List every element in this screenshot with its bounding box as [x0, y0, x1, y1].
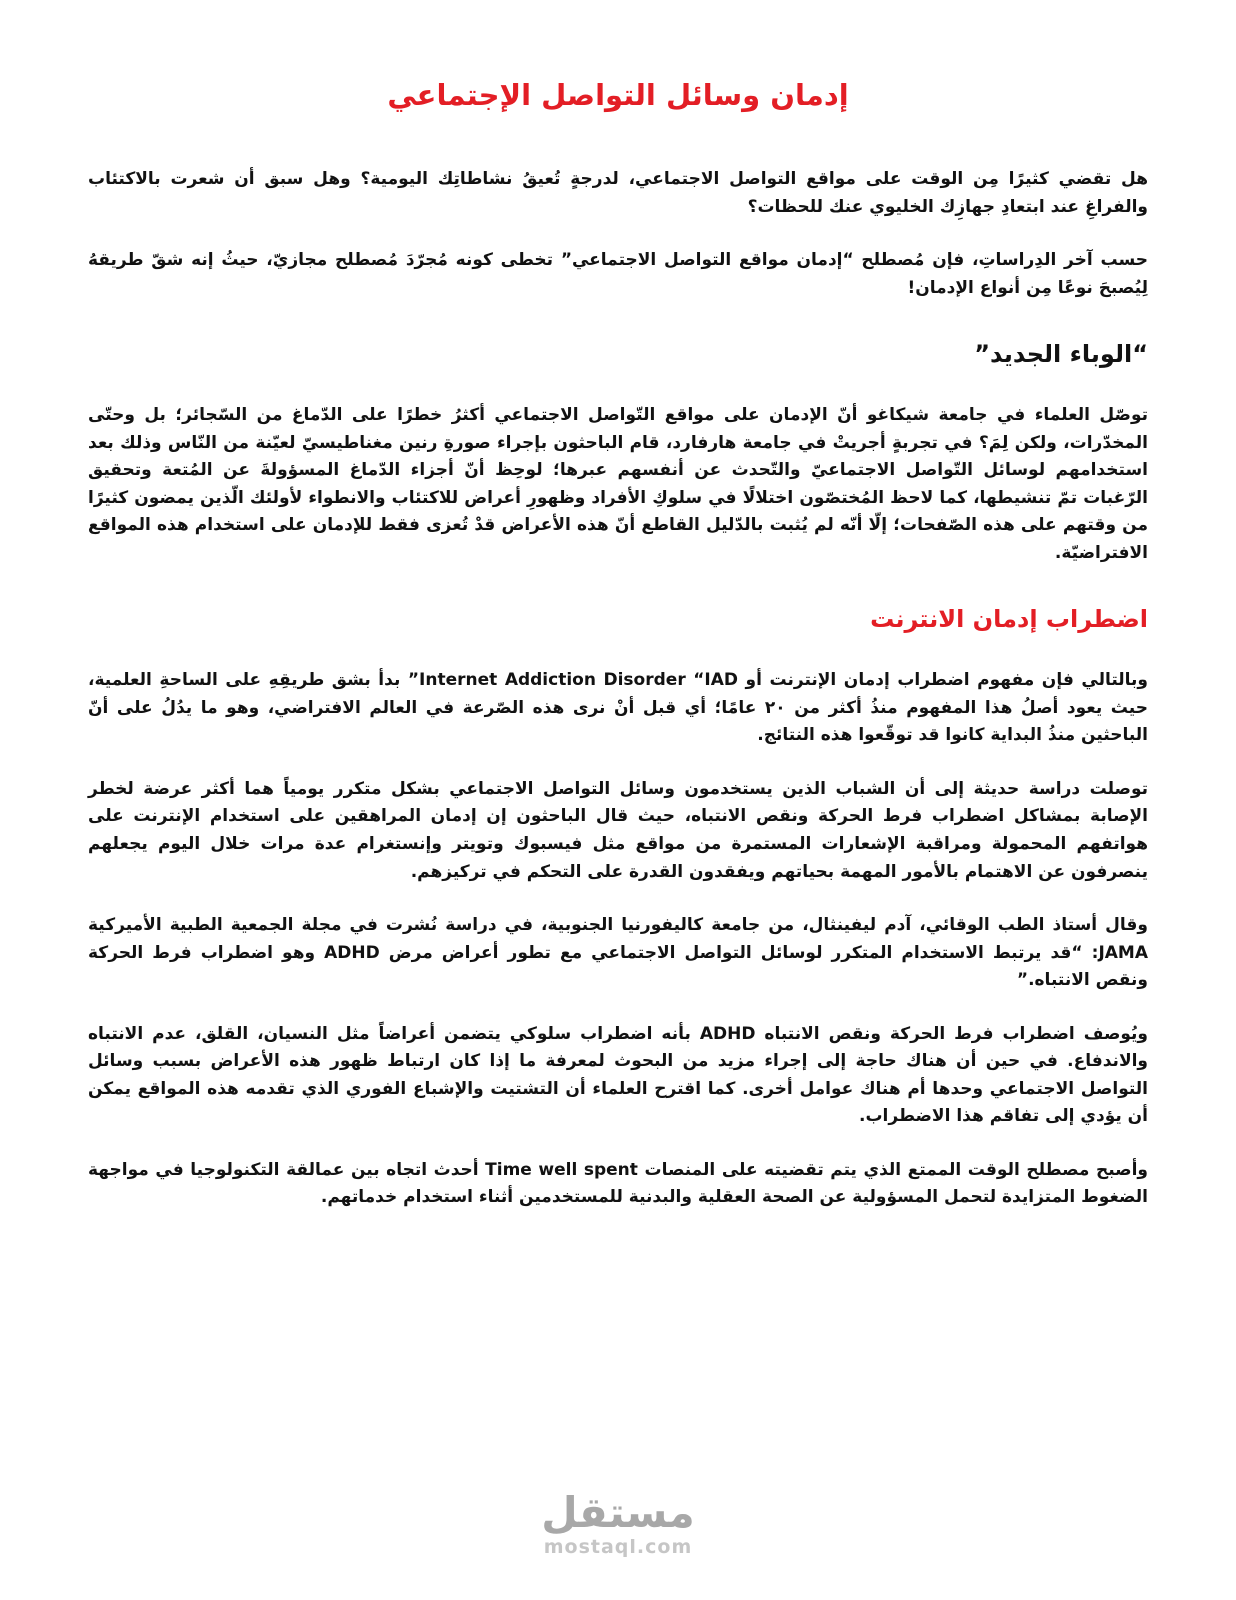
- intro-paragraph-1: هل تقضي كثيرًا مِن الوقت على مواقع التواصل الاجتماعي، لدرجةٍ تُعيقُ نشاطاتِك اليومية؟ وهل سبق أن شعرت بالاكتئاب والفراغِ عند ابتعادِ جهازِك الخليوي عنك للحظات؟: [88, 169, 1148, 217]
- section-heading-new-epidemic: “الوباء الجديد”: [974, 340, 1148, 369]
- intro-paragraph-2: حسب آخر الدِراساتِ، فإن مُصطلح “إدمان مواقع التواصل الاجتماعي” تخطى كونه مُجرّدَ مُصطلح مجازيّ، حيثُ إنه شقّ طريقهُ لِيُصبحَ نوعًا مِن أنواع الإدمان!: [88, 250, 1148, 298]
- watermark: [0, 1487, 1236, 1558]
- section-heading-internet-addiction-disorder: اضطراب إدمان الانترنت: [870, 605, 1148, 634]
- section2-paragraph-2: توصلت دراسة حديثة إلى أن الشباب الذين يستخدمون وسائل التواصل الاجتماعي بشكل متكرر يومياً هما أكثر عرضة لخطر الإصابة بمشاكل اضطراب فرط الحركة ونقص الانتباه، حيث قال الباحثون إن إدمان المراهقين على استخدام الإنترنت على هواتفهم المحمولة ومراقبة الإشعارات المستمرة من مواقع مثل فيسبوك وتويتر وإنستغرام عدة مرات خلال اليوم يجعلهم ينصرفون عن الاهتمام بالأمور المهمة بحياتهم ويفقدون القدرة على التحكم في تركيزهم.: [88, 778, 1148, 882]
- watermark-site-url: mostaql.com: [543, 1536, 693, 1558]
- section2-paragraph-5: وأصبح مصطلح الوقت الممتع الذي يتم تقضيته على المنصات Time well spent أحدث اتجاه بين عمالقة التكنولوجيا في مواجهة الضغوط المتزايدة لتحمل المسؤولية عن الصحة العقلية والبدنية للمستخدمين أثناء استخدام خدماتهم.: [88, 1159, 1148, 1208]
- mostaql-logo: مستقل: [541, 1487, 695, 1537]
- section2-paragraph-1: وبالتالي فإن مفهوم اضطراب إدمان الإنترنت أو Internet Addiction Disorder “IAD” بدأ بشق طريقِهِ على الساحةِ العلمية، حيث يعود أصلُ هذا المفهوم منذُ أكثر من ٢٠ عامًا؛ أي قبل أنْ نرى هذه الصّرعة في العالم الافتراضي، وهو ما يدُلُ على أنّ الباحثين منذُ البداية كانوا قد توقّعوا هذه النتائج.: [88, 670, 1148, 746]
- section1-paragraph-1: توصّل العلماء في جامعة شيكاغو أنّ الإدمان على مواقع التّواصل الاجتماعي أكثرُ خطرًا على الدّماغ من السّجائر؛ بل وحتّى المخدّرات، ولكن لِمَ؟ في تجربةٍ أجريتْ في جامعة هارفارد، قام الباحثون بإجراء صورةِ رنين مغناطيسيّ لعيّنة من النّاس وذلك بعد استخدامهم لوسائل التّواصل الاجتماعيّ والتّحدث عن أنفسهم عبرها؛ لوحِظ أنّ أجزاء الدّماغ المسؤولةَ عن المُتعة وتحقيق الرّغبات تمّ تنشيطها، كما لاحظ المُختصّون اختلالًا في سلوكِ الأفراد وظهورِ أعراض للاكتئاب والانطواء لأولئك الّذين يمضون كثيرًا من وقتهم على هذه الصّفحات؛ إلّا أنّه لم يُثبت بالدّليل القاطع أنّ هذه الأعراض قدْ تُعزى فقط للإدمان على استخدام هذه المواقع الافتراضيّة.: [88, 405, 1148, 563]
- section2-paragraph-3: وقال أستاذ الطب الوقائي، آدم ليفينثال، من جامعة كاليفورنيا الجنوبية، في دراسة نُشرت في مجلة الجمعية الطبية الأميركية JAMA: “قد يرتبط الاستخدام المتكرر لوسائل التواصل الاجتماعي مع تطور أعراض مرض ADHD وهو اضطراب فرط الحركة ونقص الانتباه.”: [88, 915, 1148, 991]
- section2-paragraph-4: ويُوصف اضطراب فرط الحركة ونقص الانتباه ADHD بأنه اضطراب سلوكي يتضمن أعراضاً مثل النسيان، القلق، عدم الانتباه والاندفاع. في حين أن هناك حاجة إلى إجراء مزيد من البحوث لمعرفة ما إذا كان ارتباط ظهور هذه الأعراض بسبب وسائل التواصل الاجتماعي وحدها أم هناك عوامل أخرى. كما اقترح العلماء أن التشتيت والإشباع الفوري الذي تقدمه هذه المواقع يمكن أن يؤدي إلى تفاقم هذا الاضطراب.: [88, 1023, 1148, 1127]
- document-title: إدمان وسائل التواصل الإجتماعي: [387, 78, 849, 112]
